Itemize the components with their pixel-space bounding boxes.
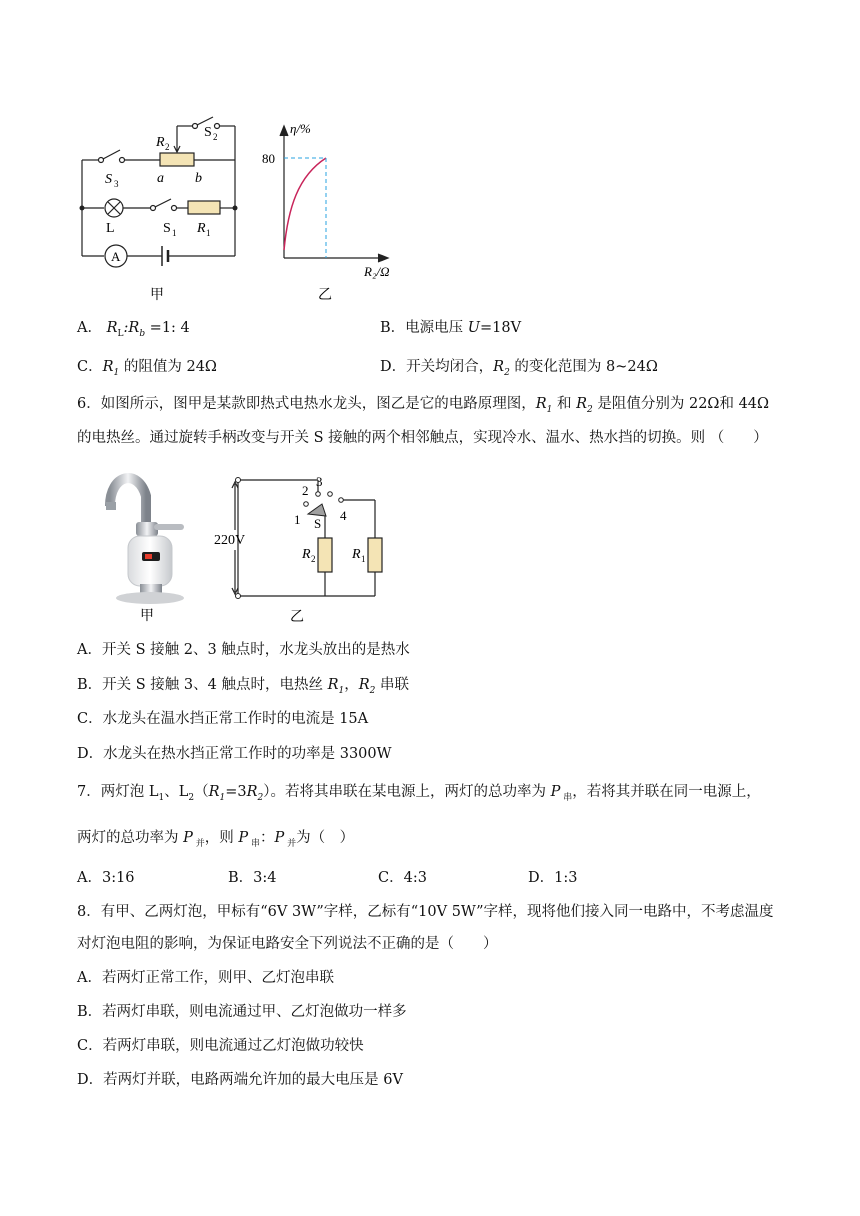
x-axis-label: R₂/Ω: [364, 264, 390, 279]
svg-text:R: R: [352, 547, 361, 562]
q8-stem-line2: 对灯泡电阻的影响，为保证电路安全下列说法不正确的是（ ）: [77, 936, 498, 952]
svg-text:1: 1: [361, 554, 366, 564]
q6-stem-line2: 的电热丝。通过旋转手柄改变与开关 S 接触的两个相邻触点，实现冷水、温水、热水挡的切换。则 （ ）: [77, 430, 768, 446]
voltage-label: 220V: [214, 533, 246, 548]
svg-text:1: 1: [206, 228, 211, 238]
q8-option-b: B．若两灯串联，则电流通过甲、乙灯泡做功一样多: [77, 1004, 407, 1020]
q7-stem-line2: 两灯的总功率为 P $_并$，则 P $_串$：P $_并$为（ ）: [77, 830, 355, 849]
contact-2: 2: [302, 483, 309, 498]
q5-option-b: B．电源电压 U=18V: [380, 320, 522, 336]
q7-option-b: B．3:4: [228, 870, 277, 886]
q5-efficiency-graph: [262, 108, 412, 308]
point-b-label: b: [195, 171, 202, 186]
lamp-label: L: [106, 221, 115, 236]
fig-jia-caption-q6: 甲: [140, 609, 154, 624]
q6-stem-line1: 6．如图所示，图甲是某款即热式电热水龙头，图乙是它的电路原理图，$R_1$ 和 $R_2$ 是阻值分别为 22Ω和 44Ω: [77, 396, 770, 415]
q6-circuit-diagram: [210, 470, 400, 630]
svg-text:1: 1: [172, 228, 177, 238]
ammeter-label: A: [111, 249, 121, 264]
q8-stem-line1: 8．有甲、乙两灯泡，甲标有“6V 3W”字样，乙标有“10V 5W”字样，现将他们接入同一电路中，不考虑温度: [77, 904, 774, 920]
svg-text:2: 2: [311, 554, 316, 564]
contact-1: 1: [294, 512, 301, 527]
contact-4: 4: [340, 508, 347, 523]
svg-text:R: R: [302, 547, 311, 562]
fig-yi-caption: 乙: [318, 288, 332, 303]
tick-80: 80: [262, 151, 275, 166]
q6-option-b: B．开关 S 接触 3、4 触点时，电热丝 $R_1$，$R_2$ 串联: [77, 677, 410, 696]
q6-option-a: A．开关 S 接触 2、3 触点时，水龙头放出的是热水: [77, 642, 410, 658]
svg-text:R: R: [197, 221, 206, 236]
q7-option-d: D．1:3: [528, 870, 578, 886]
contact-3: 3: [316, 474, 323, 489]
q6-option-c: C．水龙头在温水挡正常工作时的电流是 15A: [77, 711, 369, 727]
svg-text:R: R: [156, 135, 165, 150]
fig-yi-caption-q6: 乙: [290, 610, 304, 625]
y-axis-label: η/%: [290, 121, 311, 136]
q5-option-d: D．开关均闭合，$R_2$ 的变化范围为 8~24Ω: [380, 359, 658, 378]
q6-option-d: D．水龙头在热水挡正常工作时的功率是 3300W: [77, 746, 392, 762]
q5-option-a: A． $R_L:R_b =1$: 4: [77, 320, 190, 339]
q8-option-a: A．若两灯正常工作，则甲、乙灯泡串联: [77, 970, 334, 986]
q7-option-c: C．4:3: [378, 870, 427, 886]
svg-text:3: 3: [114, 179, 119, 189]
q7-stem-line1: 7．两灯泡 $L_1$、$L_2(R_1=3R_2)$。若将其串联在某电源上，两灯的总功率为 P $_串$，若将其并联在同一电源上，: [77, 784, 761, 803]
fig-jia-caption: 甲: [150, 288, 164, 303]
q5-option-c: C．$R_1$ 的阻值为 24Ω: [77, 359, 217, 378]
q8-option-c: C．若两灯串联，则电流通过乙灯泡做功较快: [77, 1038, 364, 1054]
q8-option-d: D．若两灯并联，电路两端允许加的最大电压是 6V: [77, 1072, 403, 1088]
q7-option-a: A．3:16: [77, 870, 135, 886]
svg-text:2: 2: [213, 132, 218, 142]
point-a-label: a: [157, 171, 164, 186]
svg-text:S: S: [163, 221, 171, 236]
q5-circuit-diagram: [70, 108, 250, 308]
svg-text:2: 2: [165, 142, 170, 152]
svg-text:S: S: [105, 172, 112, 187]
svg-text:S: S: [204, 125, 212, 140]
switch-s-label: S: [314, 516, 322, 531]
faucet-image: [92, 466, 212, 626]
